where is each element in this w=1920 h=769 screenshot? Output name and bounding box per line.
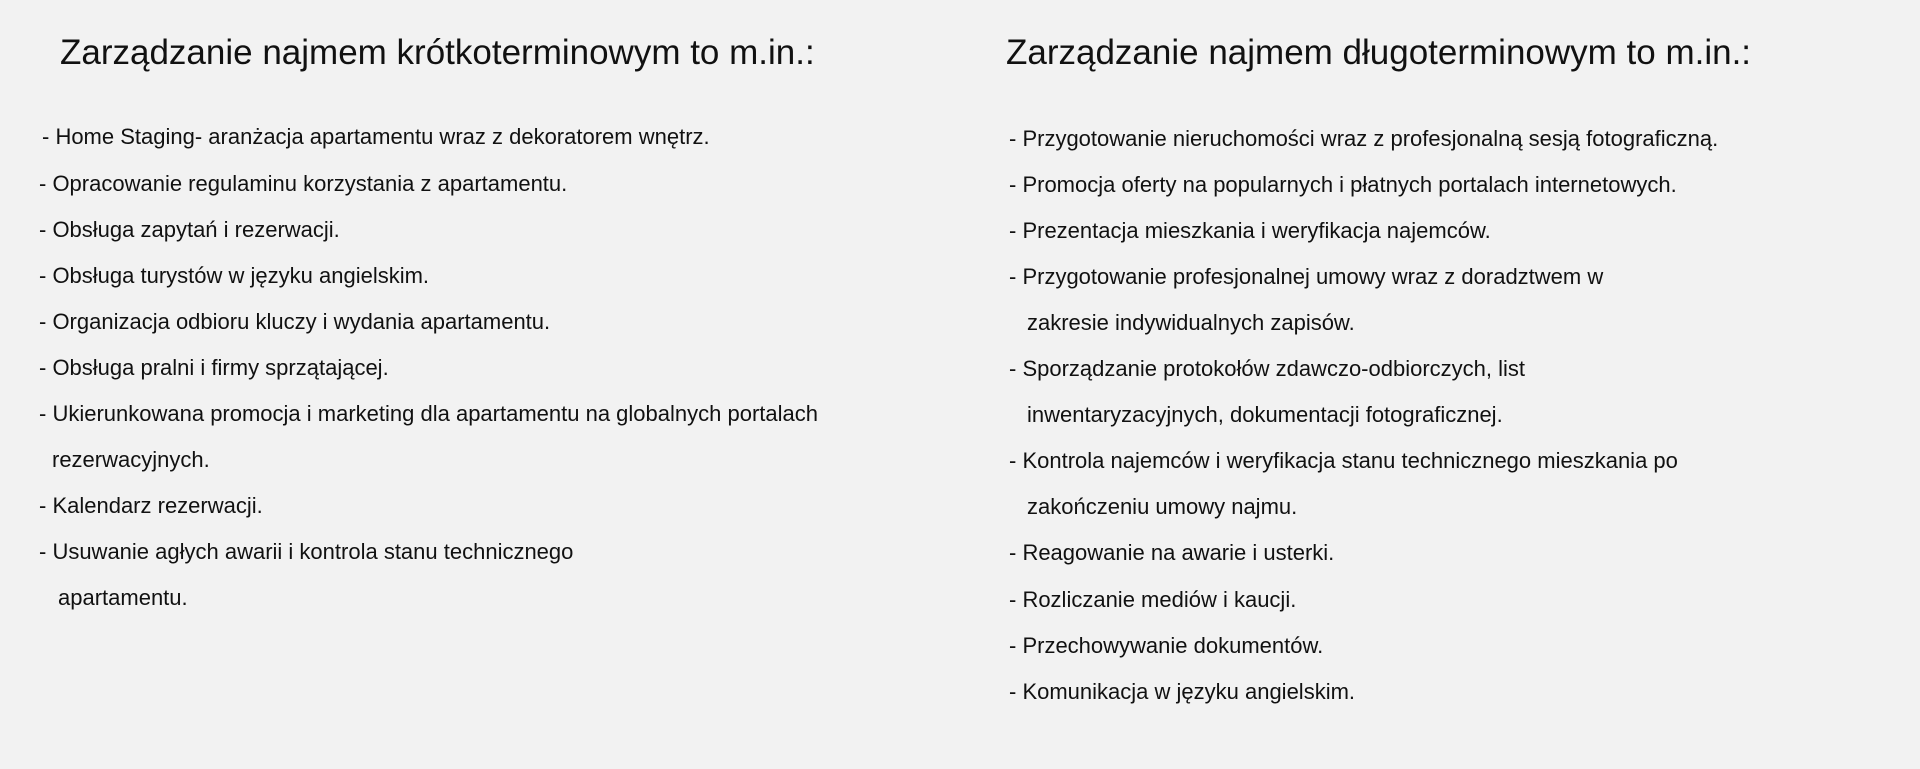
- short-term-item: - Home Staging- aranżacja apartamentu wraz z dekoratorem wnętrz.: [42, 124, 710, 149]
- long-term-item: - Przechowywanie dokumentów.: [1009, 633, 1324, 658]
- short-term-item: - Ukierunkowana promocja i marketing dla apartamentu na globalnych portalach: [39, 401, 818, 426]
- short-term-item: - Obsługa turystów w języku angielskim.: [39, 263, 430, 288]
- short-term-item-continuation: rezerwacyjnych.: [52, 447, 210, 472]
- long-term-item: - Przygotowanie nieruchomości wraz z profesjonalną sesją fotograficzną.: [1009, 126, 1719, 151]
- long-term-item: - Kontrola najemców i weryfikacja stanu technicznego mieszkania po: [1009, 448, 1678, 473]
- long-term-item: - Reagowanie na awarie i usterki.: [1009, 540, 1335, 565]
- long-term-heading: Zarządzanie najmem długoterminowym to m.in.:: [1006, 33, 1752, 72]
- short-term-item: - Obsługa zapytań i rezerwacji.: [39, 217, 340, 242]
- short-term-item-continuation: apartamentu.: [58, 585, 188, 610]
- long-term-item: - Rozliczanie mediów i kaucji.: [1009, 587, 1297, 612]
- long-term-item-continuation: inwentaryzacyjnych, dokumentacji fotograficznej.: [1027, 402, 1503, 427]
- long-term-item-continuation: zakresie indywidualnych zapisów.: [1027, 310, 1355, 335]
- short-term-item: - Kalendarz rezerwacji.: [39, 493, 263, 518]
- short-term-item: - Obsługa pralni i firmy sprzątającej.: [39, 355, 389, 380]
- short-term-item: - Usuwanie agłych awarii i kontrola stanu technicznego: [39, 539, 574, 564]
- short-term-item: - Opracowanie regulaminu korzystania z apartamentu.: [39, 171, 568, 196]
- long-term-item: - Komunikacja w języku angielskim.: [1009, 679, 1356, 704]
- long-term-item: - Promocja oferty na popularnych i płatnych portalach internetowych.: [1009, 172, 1677, 197]
- long-term-item: - Przygotowanie profesjonalnej umowy wraz z doradztwem w: [1009, 264, 1604, 289]
- long-term-item-continuation: zakończeniu umowy najmu.: [1027, 494, 1298, 519]
- long-term-item: - Sporządzanie protokołów zdawczo-odbiorczych, list: [1009, 356, 1526, 381]
- short-term-item: - Organizacja odbioru kluczy i wydania apartamentu.: [39, 309, 551, 334]
- short-term-heading: Zarządzanie najmem krótkoterminowym to m.in.:: [60, 33, 815, 72]
- long-term-item: - Prezentacja mieszkania i weryfikacja najemców.: [1009, 218, 1491, 243]
